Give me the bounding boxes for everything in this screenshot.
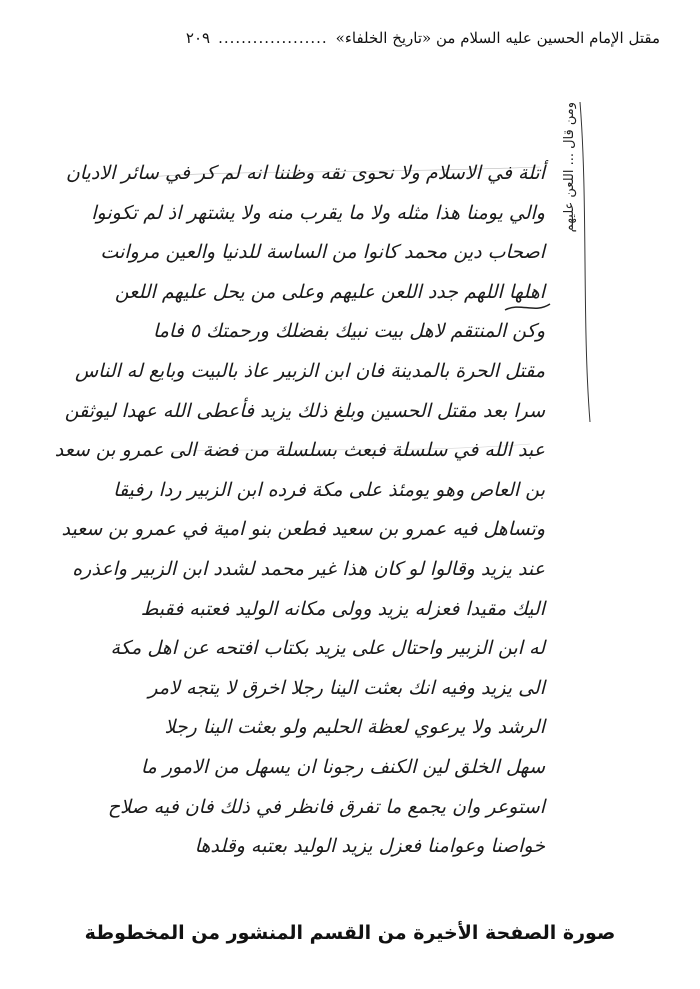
manuscript-text-block	[54, 154, 545, 867]
manuscript-line: مقتل الحرة بالمدينة فان ابن الزبير عاذ بالبيت وبايع له الناس	[74, 359, 545, 382]
figure-caption: صورة الصفحة الأخيرة من القسم المنشور من المخطوطة	[84, 922, 616, 944]
manuscript-line: اصحاب دين محمد كانوا من الساسة للدنيا والعين مروانت	[100, 241, 545, 264]
manuscript-line: الى يزيد وفيه انك بعثت الينا رجلا اخرق لا يتجه لامر	[148, 676, 545, 699]
page-header	[40, 20, 660, 56]
manuscript-line: عند يزيد وقالوا لو كان هذا غير محمد لشدد ابن الزبير واعذره	[72, 557, 545, 580]
page-number: ٢٠٩	[185, 29, 211, 47]
manuscript-line: أتلة في الاسلام ولا نحوى نقه وظننا انه لم كر في سائر الاديان	[65, 162, 545, 184]
manuscript-line: بن العاص وهو يومئذ على مكة فرده ابن الزبير ردا رفيقا	[113, 478, 545, 501]
manuscript-line: والي يومنا هذا مثله ولا ما يقرب منه ولا يشتهر اذ لم تكونوا	[91, 201, 545, 224]
manuscript-line: اليك مقيدا فعزله يزيد وولى مكانه الوليد فعتبه فقبط	[140, 597, 545, 620]
header-leader-dots: ...................	[218, 29, 328, 47]
manuscript-image	[54, 82, 610, 862]
manuscript-line: له ابن الزبير واحتال على يزيد بكتاب افتحه عن اهل مكة	[110, 637, 545, 660]
manuscript-line: استوعر وان يجمع ما تفرق فانظر في ذلك فان فيه صلاح	[107, 795, 545, 818]
manuscript-line: سرا بعد مقتل الحسين وبلغ ذلك يزيد فأعطى الله عهدا ليوثقن	[64, 399, 545, 422]
margin-note	[550, 92, 600, 432]
running-title: مقتل الإمام الحسين عليه السلام من «تاريخ الخلفاء»	[335, 29, 660, 47]
manuscript-line: وتساهل فيه عمرو بن سعيد فطعن بنو امية في عمرو بن سعيد	[61, 518, 545, 541]
manuscript-line: خواصنا وعوامنا فعزل يزيد الوليد بعتبه وقلدها	[194, 835, 545, 858]
manuscript-line: وكن المنتقم لاهل بيت نبيك بفضلك ورحمتك ٥ فاما	[152, 320, 545, 343]
manuscript-line: سهل الخلق لين الكنف رجونا ان يسهل من الامور ما	[140, 755, 545, 778]
manuscript-line: الرشد ولا يرعوي لعظة الحليم ولو بعثت الينا رجلا	[164, 716, 545, 739]
manuscript-line: عبد الله في سلسلة فبعث بسلسلة من فضة الى عمرو بن سعد	[54, 439, 545, 462]
margin-note-text: ومن قال ... اللعن عليهم	[562, 102, 577, 233]
manuscript-line: اهلها اللهم جدد اللعن عليهم وعلى من يحل عليهم اللعن	[114, 280, 545, 303]
